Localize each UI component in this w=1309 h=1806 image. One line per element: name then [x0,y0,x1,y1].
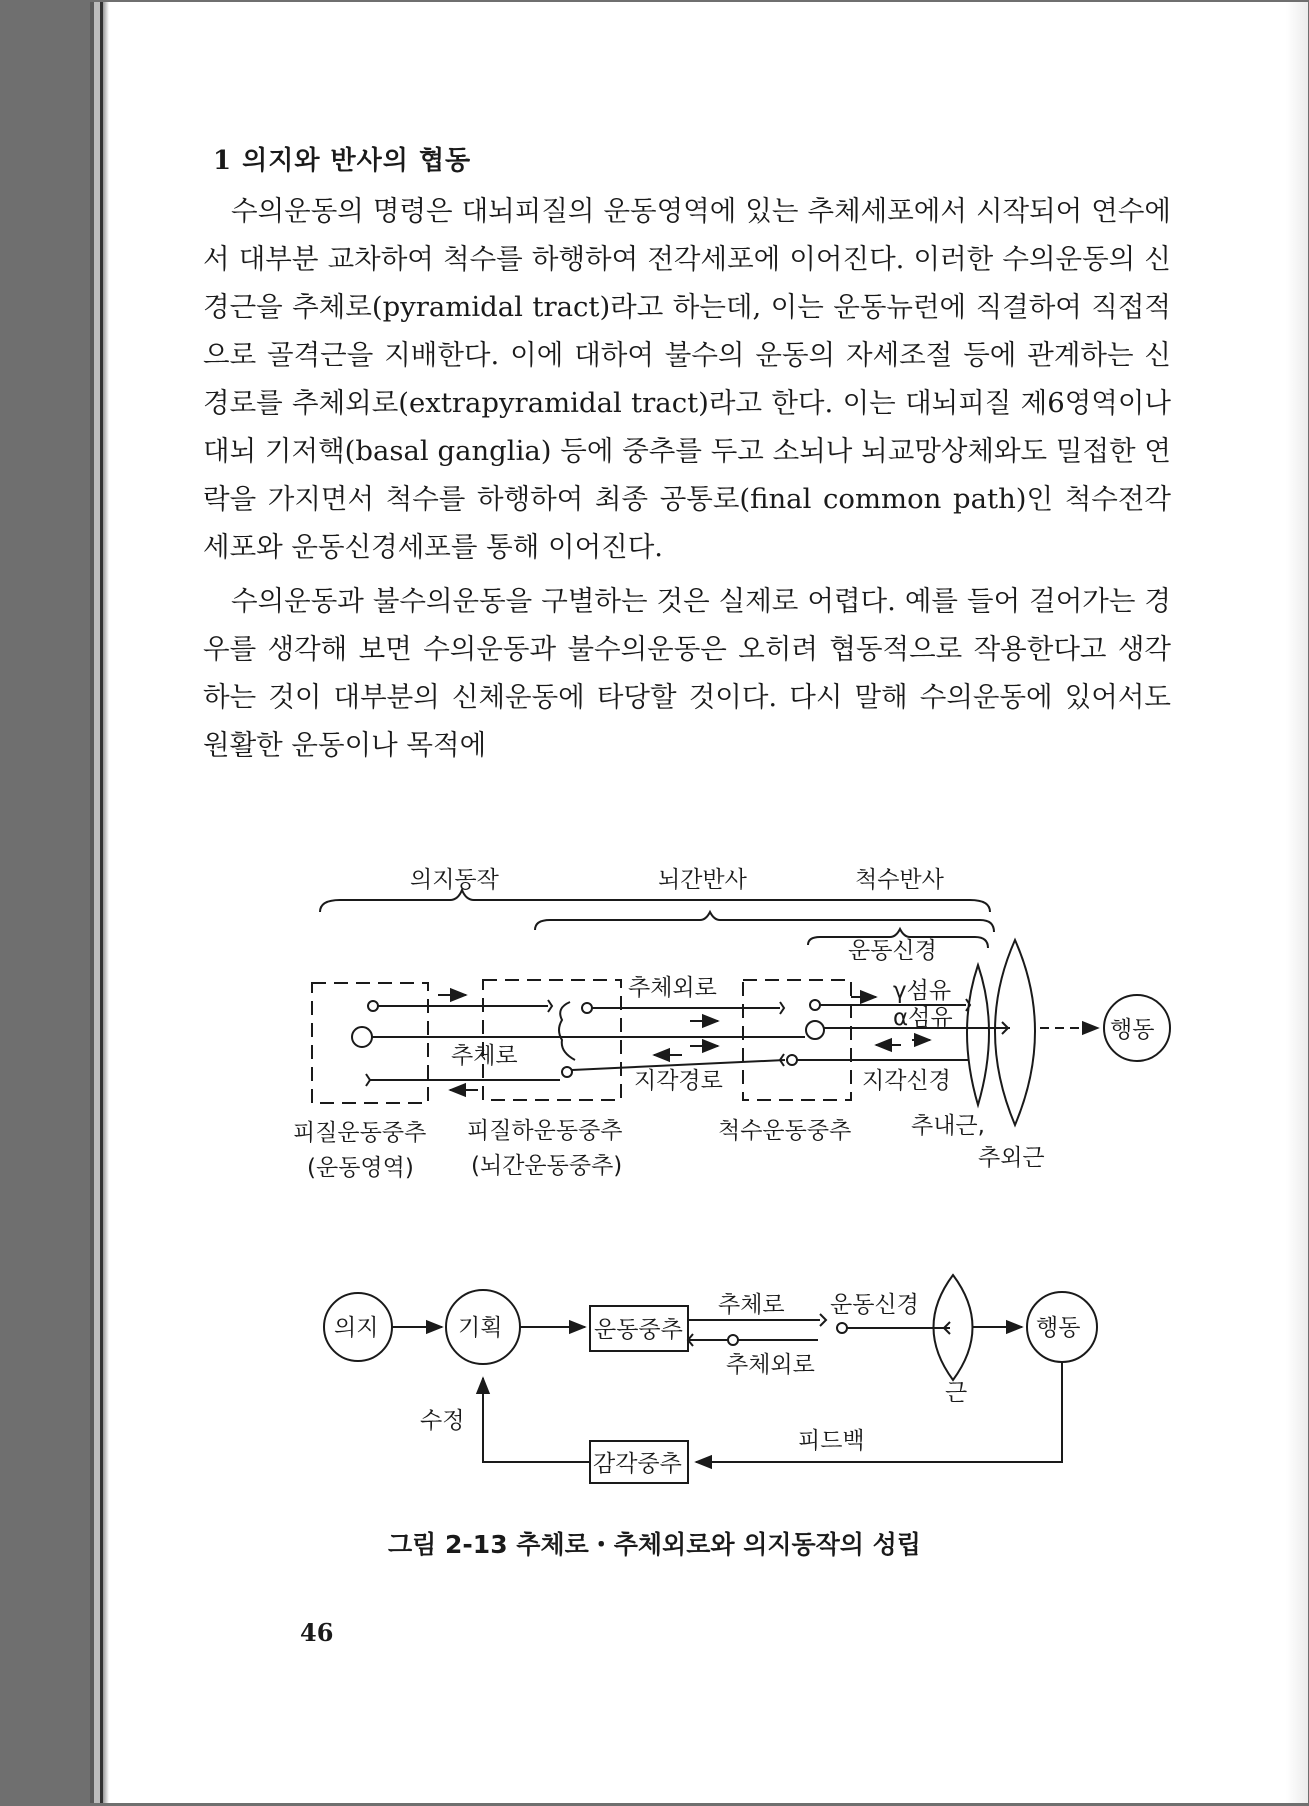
label-cortex-center-sub: (운동영역) [307,1155,414,1181]
paragraph-1: 수의운동의 명령은 대뇌피질의 운동영역에 있는 추체세포에서 시작되어 연수에서 대부분 교차하여 척수를 하행하여 전각세포에 이어진다. 이러한 수의운동의 신경근을 추체로(pyramidal tract)라고 하는데, 이는 운동뉴런에 직결하여 직접적으로 골격근을 지배한다. 이에 대하여 불수의 운동의 자세조절 등에 관계하는 신경로를 추체외로(extrapyramidal tract)라고 한다. 이는 대뇌피질 제6영역이나 대뇌 기저핵(basal ganglia) 등에 중추를 두고 소뇌나 뇌교망상체와도 밀접한 연락을 가지면서 척수를 하행하여 최종 공통로(final common path)인 척수전각세포와 운동신경세포를 통해 이어진다. [203,195,1171,563]
label-motor-nerve-bottom: 운동신경 [830,1292,919,1318]
label-extrapyramidal-top: 추체외로 [628,975,717,1001]
label-action-bottom: 행동 [1036,1315,1081,1341]
label-motor-nerve-top: 운동신경 [848,938,937,964]
label-spinal-center: 척수운동중추 [718,1118,852,1144]
body-text [203,140,1171,775]
label-cortex-center: 피질운동중추 [293,1120,427,1146]
label-will-action: 의지동작 [410,867,499,893]
label-sensory-path: 지각경로 [634,1068,723,1094]
figure-caption: 그림 2-13 추체로・추체외로와 의지동작의 성립 [388,1530,921,1559]
section-heading: 1 의지와 반사의 협동 [213,146,472,176]
label-correction: 수정 [420,1408,465,1434]
label-extrapyramidal-bottom: 추체외로 [726,1352,815,1378]
paragraph-2: 수의운동과 불수의운동을 구별하는 것은 실제로 어렵다. 예를 들어 걸어가는 경우를 생각해 보면 수의운동과 불수의운동은 오히려 협동적으로 작용한다고 생각하는 것이 대부분의 신체운동에 타당할 것이다. 다시 말해 수의운동에 있어서도 원활한 운동이나 목적에 [203,585,1171,761]
label-muscle-extrafusal: 추외근 [978,1145,1045,1171]
label-action-top: 행동 [1110,1017,1155,1043]
label-plan: 기획 [458,1315,503,1341]
label-muscle: 근 [945,1380,968,1406]
page-number: 46 [300,1618,334,1647]
label-will: 의지 [334,1315,379,1341]
label-subcortex-center: 피질하운동중추 [467,1118,623,1144]
label-sensory-center: 감각중추 [593,1451,682,1477]
label-muscle-intrafusal: 추내근, [911,1113,985,1139]
label-pyramidal-bottom: 추체로 [718,1292,785,1318]
label-alpha-fiber: α섬유 [893,1005,953,1031]
label-gamma-fiber: γ섬유 [893,978,952,1004]
label-brainstem-reflex: 뇌간반사 [658,867,747,893]
label-spinal-reflex: 척수반사 [855,867,944,893]
label-feedback: 피드백 [798,1428,865,1454]
label-subcortex-center-sub: (뇌간운동중추) [471,1153,623,1179]
label-motor-center: 운동중추 [594,1317,683,1343]
label-sensory-nerve: 지각신경 [862,1068,951,1094]
label-pyramidal-top: 추체로 [451,1043,518,1069]
